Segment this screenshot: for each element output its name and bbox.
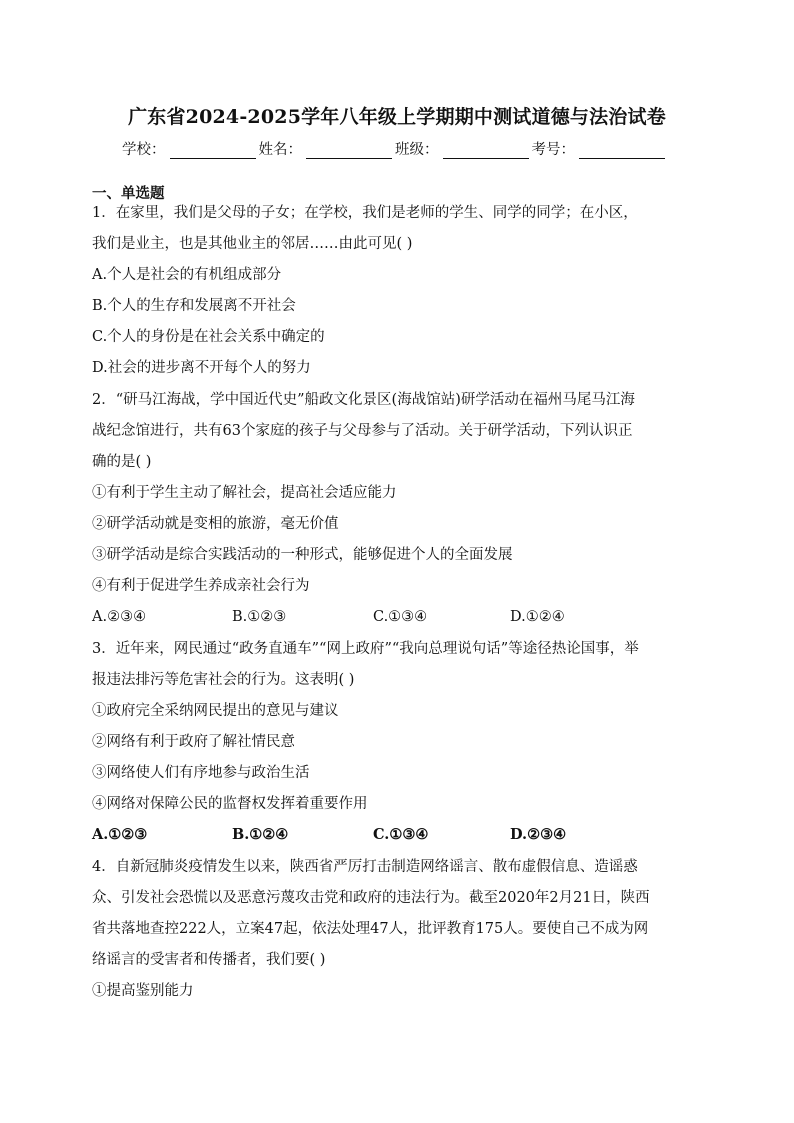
q2-stem-line-2: 战纪念馆进行，共有63个家庭的孩子与父母参与了活动。关于研学活动，下列认识正 [92,423,633,439]
class-field [395,138,532,159]
number-field [532,138,669,159]
q1-option-b: B.个人的生存和发展离不开社会 [92,298,296,314]
q3-option-d: D.②③④ [510,826,567,843]
q1-option-c: C.个人的身份是在社会关系中确定的 [92,329,325,345]
page-title: 广东省2024-2025学年八年级上学期期中测试道德与法治试卷 [128,106,666,128]
q2-option-d: D.①②④ [510,609,565,625]
section-heading: 一、单选题 [92,185,165,202]
q2-statement-1: ①有利于学生主动了解社会，提高社会适应能力 [92,485,397,501]
q4-stem-line-3: 省共落地查控222人，立案47起，依法处理47人，批评教育175人。要使自己不成为网 [92,921,649,937]
q3-statement-4: ④网络对保障公民的监督权发挥着重要作用 [92,796,368,812]
q1-option-a: A.个人是社会的有机组成部分 [92,267,282,283]
school-field [122,138,259,159]
q2-statement-4: ④有利于促进学生养成亲社会行为 [92,578,310,594]
q2-statement-3: ③研学活动是综合实践活动的一种形式，能够促进个人的全面发展 [92,547,513,563]
q1-stem-line-1: 1．在家里，我们是父母的子女；在学校，我们是老师的学生、同学的同学；在小区， [92,205,638,221]
q2-statement-2: ②研学活动就是变相的旅游，毫无价值 [92,516,339,532]
q1-stem-line-2: 我们是业主，也是其他业主的邻居……由此可见( ) [92,236,413,252]
number-label: 考号： [531,142,575,158]
class-label: 班级： [395,142,439,158]
q4-stem-line-2: 众、引发社会恐慌以及恶意污蔑攻击党和政府的违法行为。截至2020年2月21日，陕西 [92,890,650,906]
q2-option-c: C.①③④ [373,609,428,625]
q2-option-a: A.②③④ [92,609,147,625]
class-blank [443,142,529,159]
name-field [259,138,396,159]
q3-stem-line-1: 3．近年来，网民通过“政务直通车”“网上政府”“我向总理说句话”等途径热论国事，举 [92,641,639,657]
school-label: 学校： [122,142,166,158]
name-blank [306,142,392,159]
number-blank [579,142,665,159]
school-blank [170,142,256,159]
q3-statement-2: ②网络有利于政府了解社情民意 [92,734,295,750]
q4-stem-line-1: 4．自新冠肺炎疫情发生以来，陕西省严厉打击制造网络谣言、散布虚假信息、造谣惑 [92,859,638,875]
q2-stem-line-3: 确的是( ) [92,454,152,470]
q3-option-a: A.①②③ [92,826,148,843]
q4-statement-1: ①提高鉴别能力 [92,983,194,999]
q3-option-b: B.①②④ [232,826,289,843]
q3-statement-3: ③网络使人们有序地参与政治生活 [92,765,310,781]
q4-stem-line-4: 络谣言的受害者和传播者，我们要( ) [92,952,326,968]
q2-option-b: B.①②③ [232,609,287,625]
q3-option-c: C.①③④ [373,826,429,843]
student-info-row [122,138,668,159]
q2-stem-line-1: 2．“研马江海战，学中国近代史”船政文化景区(海战馆站)研学活动在福州马尾马江海 [92,392,635,408]
q3-stem-line-2: 报违法排污等危害社会的行为。这表明( ) [92,672,355,688]
name-label: 姓名： [258,142,302,158]
q3-statement-1: ①政府完全采纳网民提出的意见与建议 [92,703,339,719]
q1-option-d: D.社会的进步离不开每个人的努力 [92,360,311,376]
